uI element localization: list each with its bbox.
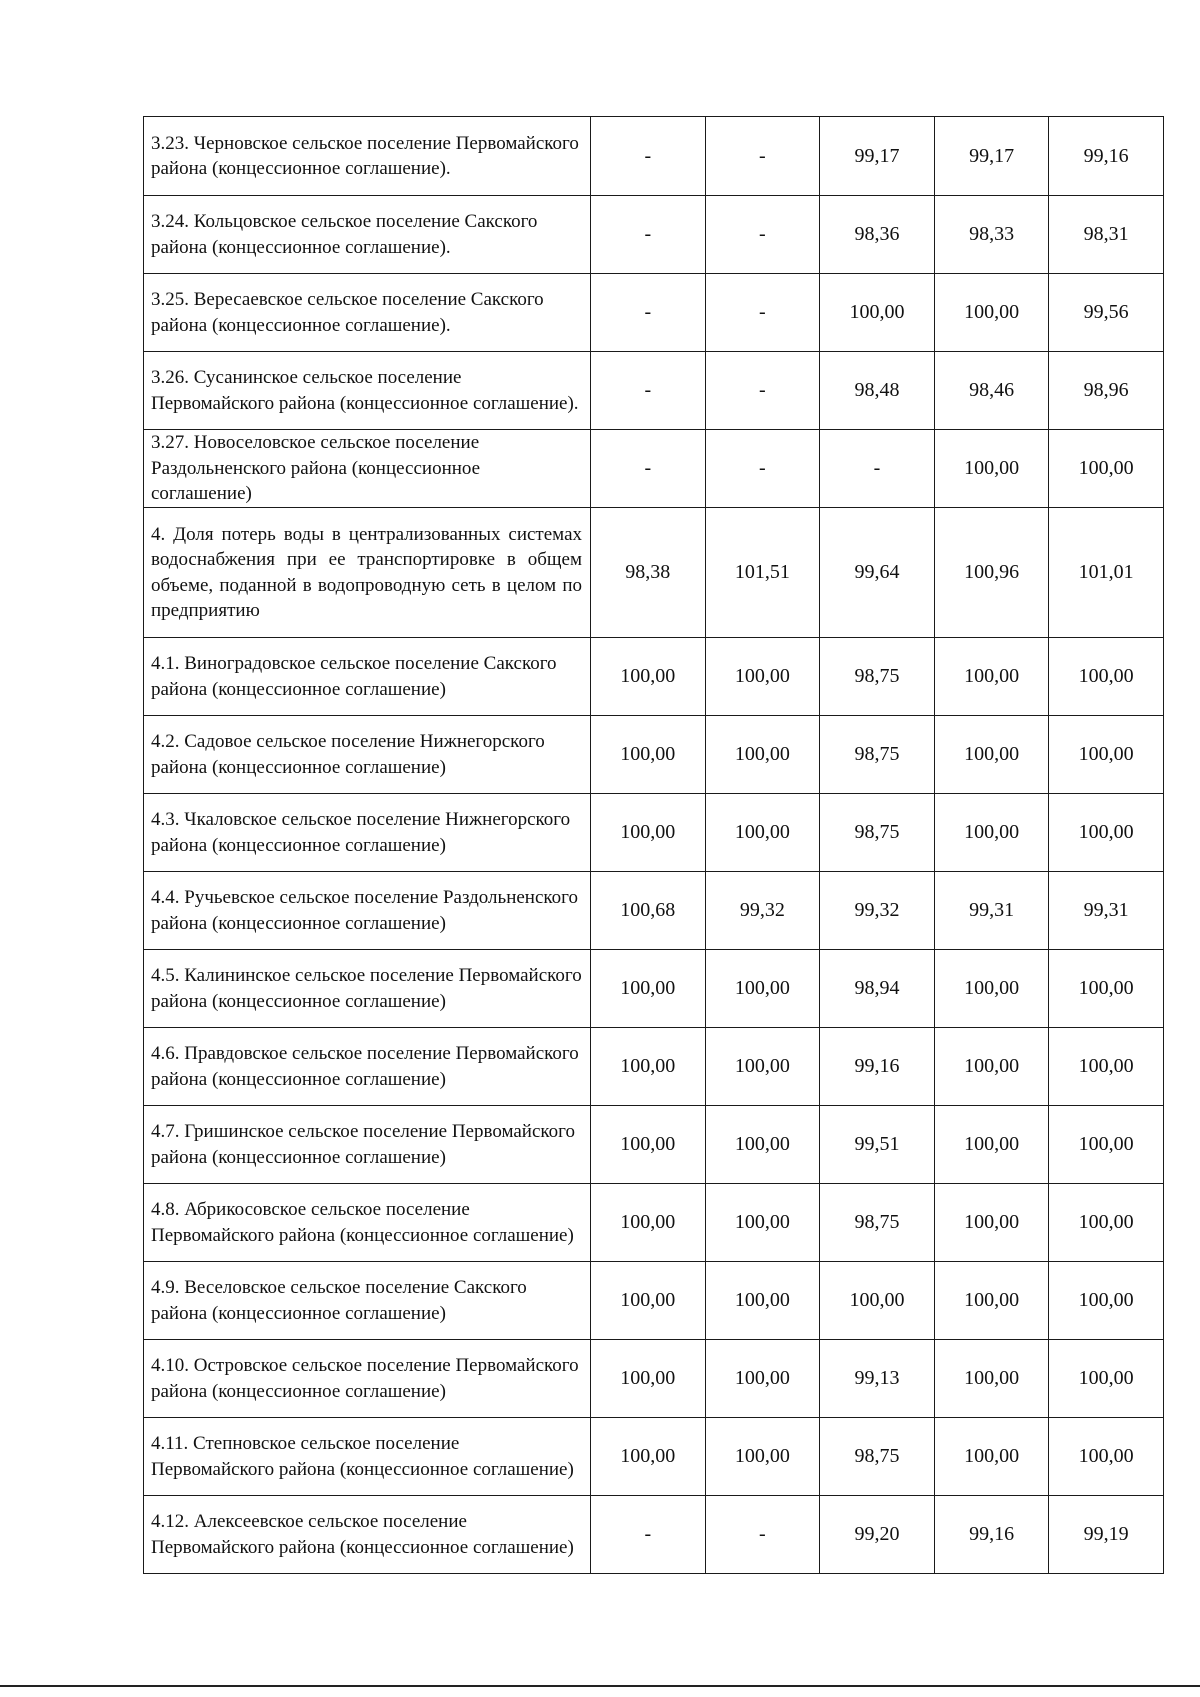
value-cell-5: 100,00 bbox=[1049, 950, 1164, 1028]
table-row bbox=[144, 716, 1164, 794]
value-cell-4: 100,00 bbox=[934, 430, 1049, 508]
row-label: 4.1. Виноградовское сельское поселение Сакского района (концессионное соглашение) bbox=[144, 638, 591, 716]
value-cell-2: 100,00 bbox=[705, 794, 820, 872]
row-label: 4.8. Абрикосовское сельское поселение Первомайского района (концессионное соглашение) bbox=[144, 1184, 591, 1262]
value-cell-4: 100,00 bbox=[934, 1262, 1049, 1340]
value-cell-3: 99,20 bbox=[820, 1496, 935, 1574]
value-cell-1: 100,68 bbox=[591, 872, 706, 950]
value-cell-1: 100,00 bbox=[591, 1028, 706, 1106]
table-row bbox=[144, 1418, 1164, 1496]
page-footer-rule bbox=[0, 1685, 1200, 1687]
table-body bbox=[144, 117, 1164, 1574]
value-cell-2: 100,00 bbox=[705, 1028, 820, 1106]
value-cell-5: 100,00 bbox=[1049, 1028, 1164, 1106]
value-cell-1: - bbox=[591, 274, 706, 352]
value-cell-1: 100,00 bbox=[591, 638, 706, 716]
value-cell-1: - bbox=[591, 352, 706, 430]
row-label: 4.6. Правдовское сельское поселение Первомайского района (концессионное соглашение) bbox=[144, 1028, 591, 1106]
row-label: 4.4. Ручьевское сельское поселение Раздольненского района (концессионное соглашение) bbox=[144, 872, 591, 950]
value-cell-2: 100,00 bbox=[705, 1184, 820, 1262]
value-cell-5: 98,31 bbox=[1049, 196, 1164, 274]
row-label: 3.26. Сусанинское сельское поселение Первомайского района (концессионное соглашение). bbox=[144, 352, 591, 430]
table-row bbox=[144, 117, 1164, 196]
value-cell-4: 100,00 bbox=[934, 1028, 1049, 1106]
table-row bbox=[144, 1106, 1164, 1184]
value-cell-4: 99,17 bbox=[934, 117, 1049, 196]
value-cell-5: 101,01 bbox=[1049, 508, 1164, 638]
value-cell-5: 100,00 bbox=[1049, 1418, 1164, 1496]
row-label: 4.3. Чкаловское сельское поселение Нижнегорского района (концессионное соглашение) bbox=[144, 794, 591, 872]
value-cell-1: 100,00 bbox=[591, 1262, 706, 1340]
value-cell-2: - bbox=[705, 274, 820, 352]
value-cell-4: 100,00 bbox=[934, 1106, 1049, 1184]
row-label: 4.12. Алексеевское сельское поселение Первомайского района (концессионное соглашение) bbox=[144, 1496, 591, 1574]
table-row bbox=[144, 794, 1164, 872]
value-cell-2: - bbox=[705, 352, 820, 430]
value-cell-2: 100,00 bbox=[705, 1262, 820, 1340]
value-cell-5: 100,00 bbox=[1049, 1262, 1164, 1340]
row-label: 3.27. Новоселовское сельское поселение Раздольненского района (концессионное соглашение) bbox=[144, 430, 591, 508]
value-cell-5: 100,00 bbox=[1049, 1340, 1164, 1418]
value-cell-3: 98,75 bbox=[820, 1418, 935, 1496]
value-cell-5: 100,00 bbox=[1049, 430, 1164, 508]
value-cell-3: 98,75 bbox=[820, 794, 935, 872]
table-row bbox=[144, 196, 1164, 274]
value-cell-4: 98,33 bbox=[934, 196, 1049, 274]
value-cell-2: 100,00 bbox=[705, 716, 820, 794]
table-row bbox=[144, 1028, 1164, 1106]
value-cell-2: - bbox=[705, 430, 820, 508]
value-cell-2: 100,00 bbox=[705, 1418, 820, 1496]
value-cell-4: 99,31 bbox=[934, 872, 1049, 950]
table-row bbox=[144, 1262, 1164, 1340]
value-cell-5: 100,00 bbox=[1049, 638, 1164, 716]
value-cell-3: 98,36 bbox=[820, 196, 935, 274]
row-label: 3.25. Вересаевское сельское поселение Сакского района (концессионное соглашение). bbox=[144, 274, 591, 352]
value-cell-4: 100,00 bbox=[934, 1184, 1049, 1262]
row-label: 4.9. Веселовское сельское поселение Сакского района (концессионное соглашение) bbox=[144, 1262, 591, 1340]
table-row bbox=[144, 352, 1164, 430]
value-cell-1: - bbox=[591, 196, 706, 274]
row-label: 4.2. Садовое сельское поселение Нижнегорского района (концессионное соглашение) bbox=[144, 716, 591, 794]
row-label: 4. Доля потерь воды в централизованных системах водоснабжения при ее транспортировке в общем объеме, поданной в водопроводную сеть в целом по предприятию bbox=[144, 508, 591, 638]
value-cell-1: 100,00 bbox=[591, 1340, 706, 1418]
value-cell-1: - bbox=[591, 430, 706, 508]
value-cell-3: - bbox=[820, 430, 935, 508]
value-cell-5: 98,96 bbox=[1049, 352, 1164, 430]
value-cell-4: 100,00 bbox=[934, 794, 1049, 872]
value-cell-1: 100,00 bbox=[591, 1418, 706, 1496]
value-cell-1: - bbox=[591, 1496, 706, 1574]
value-cell-3: 98,94 bbox=[820, 950, 935, 1028]
value-cell-3: 99,64 bbox=[820, 508, 935, 638]
value-cell-5: 100,00 bbox=[1049, 1184, 1164, 1262]
value-cell-2: 100,00 bbox=[705, 950, 820, 1028]
value-cell-5: 100,00 bbox=[1049, 716, 1164, 794]
value-cell-1: 98,38 bbox=[591, 508, 706, 638]
value-cell-4: 99,16 bbox=[934, 1496, 1049, 1574]
value-cell-3: 98,75 bbox=[820, 638, 935, 716]
value-cell-4: 100,00 bbox=[934, 638, 1049, 716]
table-row bbox=[144, 1340, 1164, 1418]
value-cell-5: 100,00 bbox=[1049, 794, 1164, 872]
value-cell-3: 99,32 bbox=[820, 872, 935, 950]
table-row bbox=[144, 638, 1164, 716]
value-cell-2: - bbox=[705, 196, 820, 274]
row-label: 4.11. Степновское сельское поселение Первомайского района (концессионное соглашение) bbox=[144, 1418, 591, 1496]
value-cell-5: 99,56 bbox=[1049, 274, 1164, 352]
value-cell-5: 99,31 bbox=[1049, 872, 1164, 950]
value-cell-5: 99,19 bbox=[1049, 1496, 1164, 1574]
value-cell-2: 100,00 bbox=[705, 1106, 820, 1184]
row-label: 3.24. Кольцовское сельское поселение Сакского района (концессионное соглашение). bbox=[144, 196, 591, 274]
value-cell-1: 100,00 bbox=[591, 1184, 706, 1262]
value-cell-4: 98,46 bbox=[934, 352, 1049, 430]
value-cell-3: 99,16 bbox=[820, 1028, 935, 1106]
value-cell-1: 100,00 bbox=[591, 716, 706, 794]
value-cell-5: 100,00 bbox=[1049, 1106, 1164, 1184]
value-cell-1: 100,00 bbox=[591, 794, 706, 872]
table-row bbox=[144, 430, 1164, 508]
row-label: 4.7. Гришинское сельское поселение Первомайского района (концессионное соглашение) bbox=[144, 1106, 591, 1184]
value-cell-3: 99,17 bbox=[820, 117, 935, 196]
row-label: 4.5. Калининское сельское поселение Первомайского района (концессионное соглашение) bbox=[144, 950, 591, 1028]
value-cell-2: 100,00 bbox=[705, 1340, 820, 1418]
row-label: 3.23. Черновское сельское поселение Первомайского района (концессионное соглашение). bbox=[144, 117, 591, 196]
value-cell-4: 100,00 bbox=[934, 950, 1049, 1028]
value-cell-4: 100,00 bbox=[934, 716, 1049, 794]
table-row bbox=[144, 1184, 1164, 1262]
value-cell-4: 100,00 bbox=[934, 274, 1049, 352]
value-cell-5: 99,16 bbox=[1049, 117, 1164, 196]
value-cell-3: 100,00 bbox=[820, 1262, 935, 1340]
value-cell-3: 98,75 bbox=[820, 716, 935, 794]
value-cell-3: 98,75 bbox=[820, 1184, 935, 1262]
value-cell-1: 100,00 bbox=[591, 1106, 706, 1184]
value-cell-2: 101,51 bbox=[705, 508, 820, 638]
value-cell-4: 100,00 bbox=[934, 1418, 1049, 1496]
value-cell-3: 99,13 bbox=[820, 1340, 935, 1418]
value-cell-4: 100,00 bbox=[934, 1340, 1049, 1418]
value-cell-1: 100,00 bbox=[591, 950, 706, 1028]
table-row bbox=[144, 950, 1164, 1028]
value-cell-2: 100,00 bbox=[705, 638, 820, 716]
value-cell-3: 98,48 bbox=[820, 352, 935, 430]
table-row bbox=[144, 1496, 1164, 1574]
value-cell-2: - bbox=[705, 117, 820, 196]
value-cell-2: - bbox=[705, 1496, 820, 1574]
value-cell-1: - bbox=[591, 117, 706, 196]
value-cell-3: 99,51 bbox=[820, 1106, 935, 1184]
table-row bbox=[144, 508, 1164, 638]
row-label: 4.10. Островское сельское поселение Первомайского района (концессионное соглашение) bbox=[144, 1340, 591, 1418]
indicator-table bbox=[143, 116, 1164, 1574]
table-row bbox=[144, 872, 1164, 950]
value-cell-4: 100,96 bbox=[934, 508, 1049, 638]
value-cell-2: 99,32 bbox=[705, 872, 820, 950]
table-row bbox=[144, 274, 1164, 352]
value-cell-3: 100,00 bbox=[820, 274, 935, 352]
